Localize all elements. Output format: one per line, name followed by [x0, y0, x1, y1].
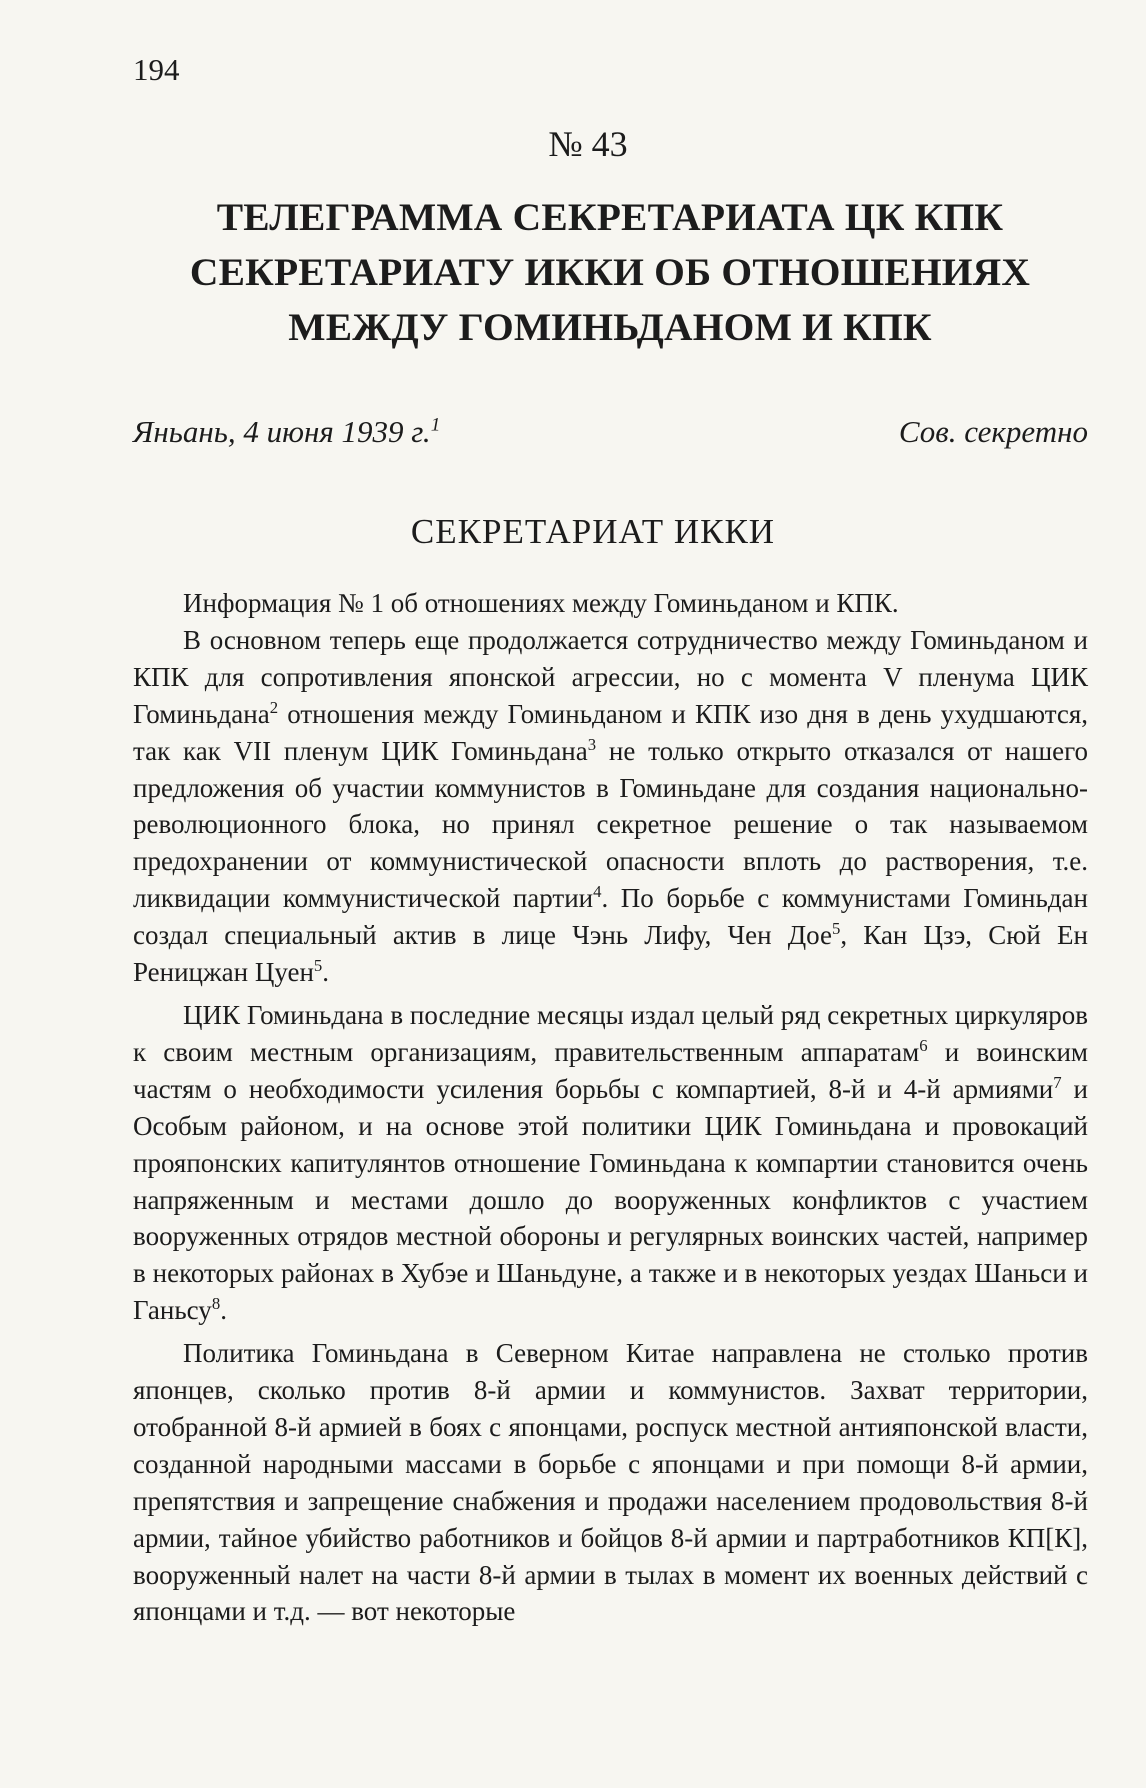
- footnote-ref: 8: [211, 1294, 221, 1314]
- paragraph-1-text-e: , Кан Цзэ, Сюй Ен Реницжан Цуен: [133, 920, 1088, 988]
- paragraph-1-text-c: не только открыто отказался от нашего предложения об участии коммунистов в Гоминьдане для создания национально-революционного блока, но принял секретное решение о так называемом предохранении от коммунистической опасности вплоть до растворения, т.е. ликвидации коммунистической партии: [133, 735, 1088, 914]
- classification-stamp: Сов. секретно: [898, 414, 1088, 449]
- footnote-ref: 6: [919, 1035, 928, 1055]
- footnote-ref: 5: [831, 919, 841, 939]
- footnote-ref: 7: [1053, 1072, 1062, 1092]
- paragraph-2: [133, 997, 1088, 1329]
- paragraph-2-text-a: ЦИК Гоминьдана в последние месяцы издал целый ряд секретных циркуляров к своим местным организациям, правительственным аппаратам: [133, 999, 1088, 1067]
- document-title: ТЕЛЕГРАММА СЕКРЕТАРИАТА ЦК КПК СЕКРЕТАРИАТУ ИККИ ОБ ОТНОШЕНИЯХ МЕЖДУ ГОМИНЬДАНОМ И КПК: [189, 195, 1031, 349]
- paragraph-3: Политика Гоминьдана в Северном Китае направлена не столько против японцев, сколько против 8-й армии и коммунистов. Захват территории, отобранной 8-й армией в боях с японцами, роспуск местной антияпонской власти, созданной народными массами в борьбе с японцами и при помощи 8-й армии, препятствия и запрещение снабжения и продажи населением продовольствия 8-й армии, тайное убийство работников и бойцов 8-й армии и партработников КП[К], вооруженный налет на части 8-й армии в тылах в момент их военных действий с японцами и т.д. — вот некоторые: [133, 1338, 1088, 1627]
- place-date-text: Яньань, 4 июня 1939 г.: [133, 414, 431, 449]
- footnote-ref: 1: [430, 414, 441, 436]
- footnote-ref: 2: [269, 697, 279, 717]
- paragraph-1: [133, 622, 1088, 991]
- footnote-ref: 4: [593, 882, 602, 902]
- info-line: Информация № 1 об отношениях между Гоминьданом и КПК.: [183, 588, 899, 618]
- paragraph-1-text-d: . По борьбе с коммунистами Гоминьдан создал специальный актив в лице Чэнь Лифу, Чен Дое: [133, 883, 1088, 951]
- paragraph-1-text-b: отношения между Гоминьданом и КПК изо дня в день ухудшаются, так как VII пленум ЦИК Гоминьдана: [133, 698, 1088, 766]
- paragraph-2-text-c: и Особым районом, и на основе этой политики ЦИК Гоминьдана и провокаций прояпонских капитулянтов отношение Гоминьдана к компартии становится очень напряженным и местами дошло до вооруженных конфликтов с участием вооруженных отрядов местной обороны и регулярных воинских частей, например в некоторых районах в Хубэе и Шаньдуне, а также и в некоторых уездах Шаньси и Ганьсу: [133, 1073, 1088, 1326]
- footnote-ref: 3: [587, 734, 597, 754]
- paragraph-2-text-b: и воинским частям о необходимости усиления борьбы с компартией, 8-й и 4-й армиями: [133, 1036, 1088, 1104]
- paragraph-1-text-a: В основном теперь еще продолжается сотрудничество между Гоминьданом и КПК для сопротивления японской агрессии, но с момента V пленума ЦИК Гоминьдана: [133, 624, 1088, 729]
- page-number: 194: [133, 52, 180, 87]
- footnote-ref: 5: [313, 956, 323, 976]
- document-body: [133, 585, 1088, 1630]
- paragraph-1-text-f: .: [322, 957, 330, 988]
- document-number: № 43: [548, 124, 628, 164]
- addressee-heading: СЕКРЕТАРИАТ ИККИ: [410, 512, 776, 551]
- paragraph-2-text-d: .: [220, 1295, 227, 1326]
- place-date: [133, 412, 440, 452]
